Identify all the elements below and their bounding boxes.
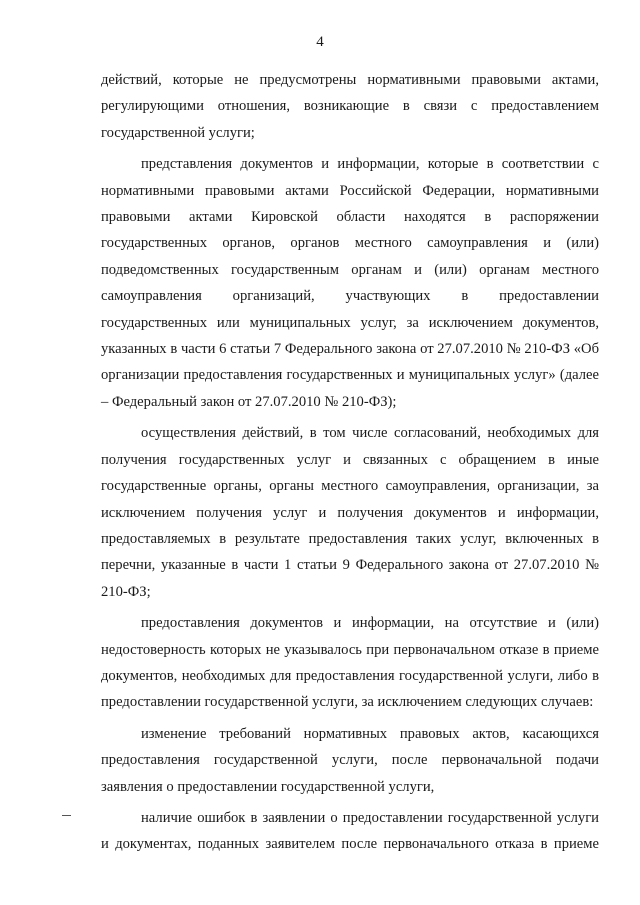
paragraph-requirements-change: изменение требований нормативных правовых актов, касающихся предоставления государственной услуги, после первоначальной подачи заявления о предоставлении государственной услуги, [101, 725, 599, 795]
paragraph-documents-info: представления документов и информации, которые в соответствии с нормативными правовыми актами Российской Федерации, нормативными правовыми актами Кировской области находятся в распоряжении государственных органов, органов местного самоуправления и (или) подведомственных государственным органам и (или) органам местного самоуправления организаций, участвующих в предоставлении государственных или муниципальных услуг, за исключением документов, указанных в части 6 статьи 7 Федерального закона от 27.07.2010 № 210-ФЗ «Об организации предоставления государственных и муниципальных услуг» (далее – Федеральный закон от 27.07.2010 № 210-ФЗ); [101, 156, 599, 410]
paragraph-approvals: осуществления действий, в том числе согласований, необходимых для получения государственных услуг и связанных с обращением в иные государственные органы, органы местного самоуправления, организации, за исключением получения услуг и получения документов и информации, предоставляемых в результате предоставления таких услуг, включенных в перечни, указанные в части 1 статьи 9 Федерального закона от 27.07.2010 № 210-ФЗ; [101, 425, 599, 600]
body-text [101, 67, 599, 863]
paragraph-errors: наличие ошибок в заявлении о предоставлении государственной услуги и документах, поданных заявителем после первоначального отказа в приеме [101, 809, 599, 853]
paragraph-missing-documents: предоставления документов и информации, на отсутствие и (или) недостоверность которых не указывалось при первоначальном отказе в приеме документов, необходимых для предоставления государственной услуги, либо в предоставлении государственной услуги, за исключением следующих случаев: [101, 615, 599, 711]
paragraph-actions: действий, которые не предусмотрены нормативными правовыми актами, регулирующими отношения, возникающие в связи с предоставлением государственной услуги; [101, 72, 599, 141]
margin-mark [62, 815, 71, 816]
page-number: 4 [316, 34, 324, 50]
